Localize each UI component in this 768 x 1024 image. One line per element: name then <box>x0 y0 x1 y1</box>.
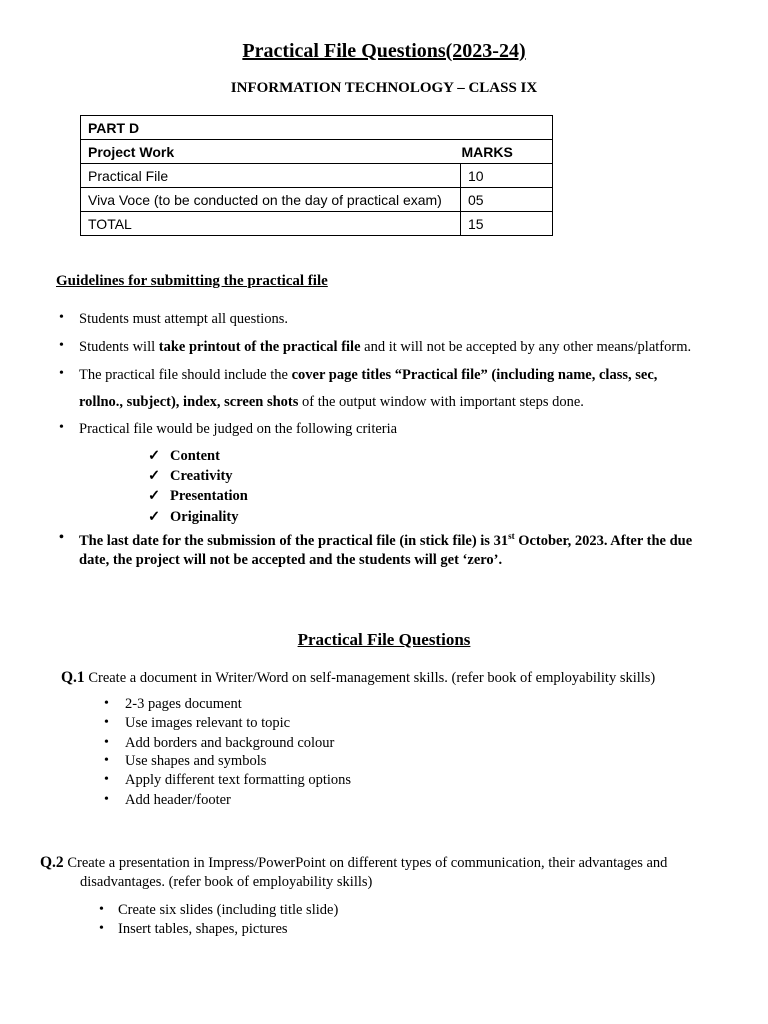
bullet-icon: • <box>59 338 64 353</box>
guideline-3-text: The practical file should include the <box>79 367 292 383</box>
criterion-label: Creativity <box>170 468 233 484</box>
criterion-item <box>148 468 233 485</box>
table-cell-marks: 10 <box>461 164 553 188</box>
guideline-5-line1 <box>79 531 692 550</box>
marks-table <box>80 115 553 236</box>
table-cell-marks: 05 <box>461 188 553 212</box>
page-subtitle: INFORMATION TECHNOLOGY – CLASS IX <box>230 80 538 96</box>
criterion-item <box>148 448 220 465</box>
guideline-2-text: Students will <box>79 339 159 355</box>
question-number: Q.1 <box>61 669 85 686</box>
question-2-line1 <box>40 854 667 872</box>
bullet-icon: • <box>104 772 109 787</box>
table-row <box>81 164 553 188</box>
header-marks: MARKS <box>461 143 513 160</box>
questions-heading: Practical File Questions <box>297 630 471 649</box>
guideline-5-text-2: October, 2023. After the due <box>514 532 693 549</box>
guideline-5-line2: date, the project will not be accepted and the students will get ‘zero’. <box>79 552 503 568</box>
guideline-3-line2 <box>79 394 584 411</box>
guideline-5-sup: st <box>508 531 515 541</box>
question-2-line2: disadvantages. (refer book of employability skills) <box>80 874 373 890</box>
guideline-5-text: The last date for the submission of the practical file (in stick file) is 31 <box>79 532 509 549</box>
bullet-icon: • <box>99 902 104 917</box>
header-project-work: Project Work <box>88 143 175 160</box>
guidelines-heading: Guidelines for submitting the practical file <box>56 273 328 289</box>
question-text: Create a presentation in Impress/PowerPoint on different types of communication, their advantages and <box>67 855 668 871</box>
bullet-icon: • <box>104 753 109 768</box>
check-icon: ✓ <box>148 448 161 464</box>
table-part-label: PART D <box>81 116 553 140</box>
guideline-2-bold: take printout of the practical file <box>158 339 361 355</box>
guideline-1: Students must attempt all questions. <box>79 311 289 327</box>
list-item: Add header/footer <box>125 792 231 808</box>
guideline-4: Practical file would be judged on the following criteria <box>79 421 398 437</box>
bullet-icon: • <box>59 420 64 435</box>
list-item: Use images relevant to topic <box>125 715 291 731</box>
bullet-icon: • <box>104 696 109 711</box>
list-item: 2-3 pages document <box>125 696 242 712</box>
table-cell-item: TOTAL <box>81 212 461 236</box>
criterion-label: Content <box>170 448 220 464</box>
table-cell-item: Viva Voce (to be conducted on the day of practical exam) <box>81 188 461 212</box>
question-1 <box>61 669 655 687</box>
bullet-icon: • <box>104 735 109 750</box>
list-item: Apply different text formatting options <box>125 772 352 788</box>
guideline-3-line1 <box>79 367 657 384</box>
guideline-2-rest: and it will not be accepted by any other means/platform. <box>360 339 692 355</box>
table-row <box>81 212 553 236</box>
criterion-label: Presentation <box>170 488 248 504</box>
guideline-3-bold: cover page titles “Practical file” (including name, class, sec, <box>291 367 658 383</box>
guideline-2 <box>79 339 691 356</box>
question-number: Q.2 <box>40 854 64 871</box>
list-item: Create six slides (including title slide) <box>118 902 339 918</box>
bullet-icon: • <box>99 921 104 936</box>
table-row <box>81 188 553 212</box>
bullet-icon: • <box>59 366 64 381</box>
check-icon: ✓ <box>148 488 161 504</box>
bullet-icon: • <box>59 310 64 325</box>
guideline-3-bold-2: rollno., subject), index, screen shots <box>79 394 299 410</box>
bullet-icon: • <box>104 715 109 730</box>
check-icon: ✓ <box>148 468 161 484</box>
table-cell-item: Practical File <box>81 164 461 188</box>
guideline-3-rest: of the output window with important steps done. <box>298 394 584 410</box>
table-header <box>81 140 553 164</box>
table-cell-marks: 15 <box>461 212 553 236</box>
criterion-label: Originality <box>170 509 239 525</box>
table-row <box>81 116 553 140</box>
bullet-icon: • <box>59 530 64 545</box>
list-item: Add borders and background colour <box>125 735 335 751</box>
bullet-icon: • <box>104 792 109 807</box>
page-title: Practical File Questions(2023-24) <box>242 40 526 62</box>
list-item: Use shapes and symbols <box>125 753 267 769</box>
question-text: Create a document in Writer/Word on self-management skills. (refer book of employability skills) <box>88 670 656 686</box>
criterion-item <box>148 509 238 526</box>
list-item: Insert tables, shapes, pictures <box>118 921 288 937</box>
criterion-item <box>148 488 248 505</box>
table-header-row <box>81 140 553 164</box>
check-icon: ✓ <box>148 509 161 525</box>
